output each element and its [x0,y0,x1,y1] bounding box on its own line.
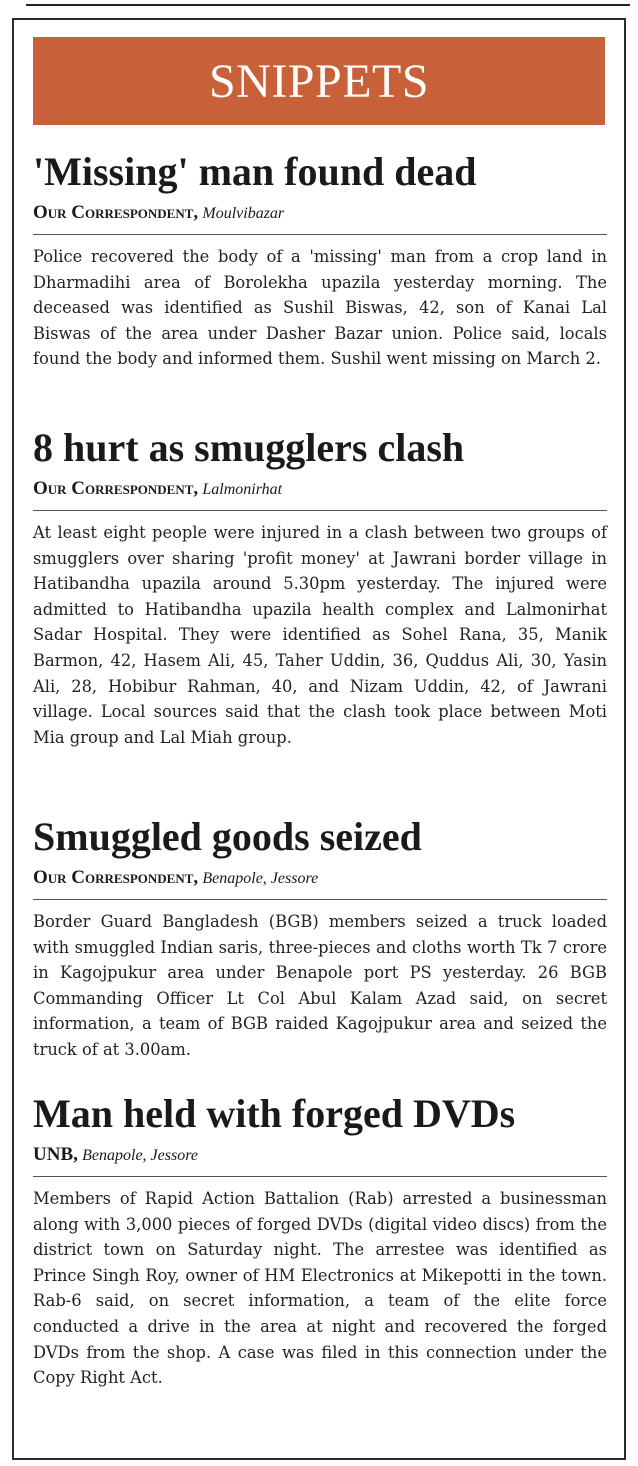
section-title: SNIPPETS [208,54,430,108]
story-body: Police recovered the body of a 'missing' man from a crop land in Dharmadihi area of Borolekha upazila yesterday morning. The deceased was identified as Sushil Biswas, 42, son of Kanai Lal Biswas of the area under Dasher Bazar union. Police said, locals found the body and informed them. Sushil went missing on March 2. [33,247,607,369]
byline-source: Our Correspondent, [33,202,199,223]
byline-place: Benapole, Jessore [202,870,319,887]
top-rule [26,4,630,6]
story-byline [33,867,607,900]
byline-source: UNB, [33,1144,78,1165]
story-smugglers-clash [33,424,607,750]
story-headline: 8 hurt as smugglers clash [33,425,465,470]
story-byline [33,1144,607,1177]
byline-place: Lalmonirhat [202,481,283,498]
story-missing-man [33,148,607,372]
story-headline: Man held with forged DVDs [33,1091,516,1136]
story-body: At least eight people were injured in a clash between two groups of smugglers over sharing 'profit money' at Jawrani border village in Hatibandha upazila around 5.30pm yesterday. The injured were admitted to Hatibandha upazila health complex and Lalmonirhat Sadar Hospital. They were identified as Sohel Rana, 35, Manik Barmon, 42, Hasem Ali, 45, Taher Uddin, 36, Quddus Ali, 30, Yasin Ali, 28, Hobibur Rahman, 40, and Nizam Uddin, 42, of Jawrani village. Local sources said that the clash took place between Moti Mia group and Lal Miah group. [33,523,607,747]
byline-source: Our Correspondent, [33,867,199,888]
story-body: Members of Rapid Action Battalion (Rab) arrested a businessman along with 3,000 pieces of forged DVDs (digital video discs) from the district town on Saturday night. The arrestee was identified as Prince Singh Roy, owner of HM Electronics at Mikepotti in the town. Rab-6 said, on secret information, a team of the elite force conducted a drive in the area at night and recovered the forged DVDs from the shop. A case was filed in this connection under the Copy Right Act. [33,1189,607,1388]
story-forged-dvds [33,1090,607,1391]
story-headline: 'Missing' man found dead [33,149,477,194]
section-banner [33,37,605,125]
story-byline [33,478,607,511]
byline-place: Moulvibazar [202,205,285,222]
story-body: Border Guard Bangladesh (BGB) members seized a truck loaded with smuggled Indian saris, three-pieces and cloths worth Tk 7 crore in Kagojpukur area under Benapole port PS yesterday. 26 BGB Commanding Officer Lt Col Abul Kalam Azad said, on secret information, a team of BGB raided Kagojpukur area and seized the truck of at 3.00am. [33,912,607,1059]
byline-place: Benapole, Jessore [82,1147,198,1164]
story-headline: Smuggled goods seized [33,814,422,859]
byline-source: Our Correspondent, [33,478,199,499]
story-byline [33,202,607,235]
story-smuggled-goods [33,813,607,1063]
